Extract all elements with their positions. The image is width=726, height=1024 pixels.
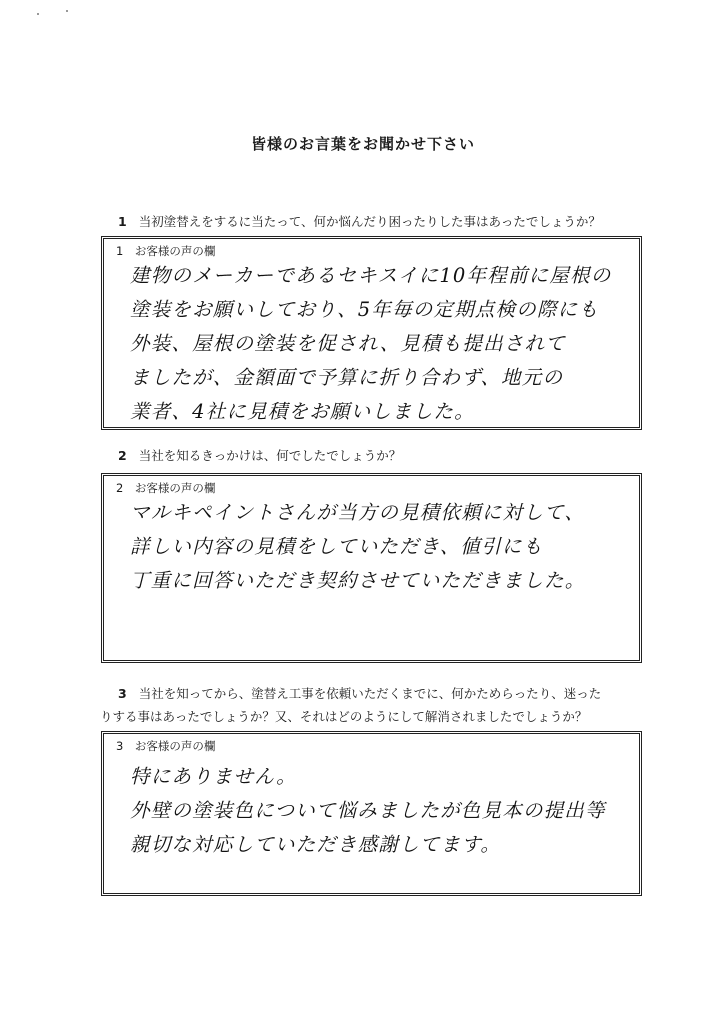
question-text: 当社を知ってから、塗替え工事を依頼いただくまでに、何かためらったり、迷った xyxy=(138,686,602,701)
question-number: 1 xyxy=(118,214,127,229)
box-label: 2 お客様の声の欄 xyxy=(116,481,216,495)
scan-mark xyxy=(37,13,39,15)
answer-line: 塗装をお願いしており、5年毎の定期点検の際にも xyxy=(130,298,600,321)
answer-line: 外壁の塗装色について悩みましたが色見本の提出等 xyxy=(130,799,606,822)
answer-line: 外装、屋根の塗装を促され、見積も提出されて xyxy=(130,332,566,355)
answer-line: マルキペイントさんが当方の見積依頼に対して、 xyxy=(130,501,586,524)
question-number: 3 xyxy=(118,686,127,701)
box-label: 1 お客様の声の欄 xyxy=(116,244,216,258)
answer-box-1 xyxy=(101,236,642,430)
answer-box-3 xyxy=(101,731,642,896)
answer-line: 丁重に回答いただき契約させていただきました。 xyxy=(130,569,586,592)
handwritten-answer xyxy=(130,259,623,429)
answer-line: 建物のメーカーであるセキスイに10年程前に屋根の xyxy=(130,264,612,287)
answer-line: 特にありません。 xyxy=(130,765,297,788)
answer-line: 業者、4社に見積をお願いしました。 xyxy=(130,400,475,423)
question-2 xyxy=(118,444,401,467)
scan-mark xyxy=(66,10,68,12)
question-text: 当初塗替えをするに当たって、何か悩んだり困ったりした事はあったでしょうか？ xyxy=(138,214,601,229)
question-number: 2 xyxy=(118,448,127,463)
answer-box-2 xyxy=(101,473,642,663)
question-text-continued: りする事はあったでしょうか？又、それはどのようにして解消されましたでしょうか？ xyxy=(100,709,588,724)
box-label: 3 お客様の声の欄 xyxy=(116,739,216,753)
question-1 xyxy=(118,210,601,233)
question-text: 当社を知るきっかけは、何でしたでしょうか？ xyxy=(138,448,402,463)
answer-line: 親切な対応していただき感謝してます。 xyxy=(130,833,502,856)
answer-line: 詳しい内容の見積をしていただき、値引にも xyxy=(130,535,544,558)
question-3 xyxy=(100,682,602,728)
handwritten-answer xyxy=(130,760,623,862)
page-title: 皆様のお言葉をお聞かせ下さい xyxy=(250,135,475,153)
answer-line: ましたが、金額面で予算に折り合わず、地元の xyxy=(130,366,564,389)
handwritten-answer xyxy=(130,496,623,598)
